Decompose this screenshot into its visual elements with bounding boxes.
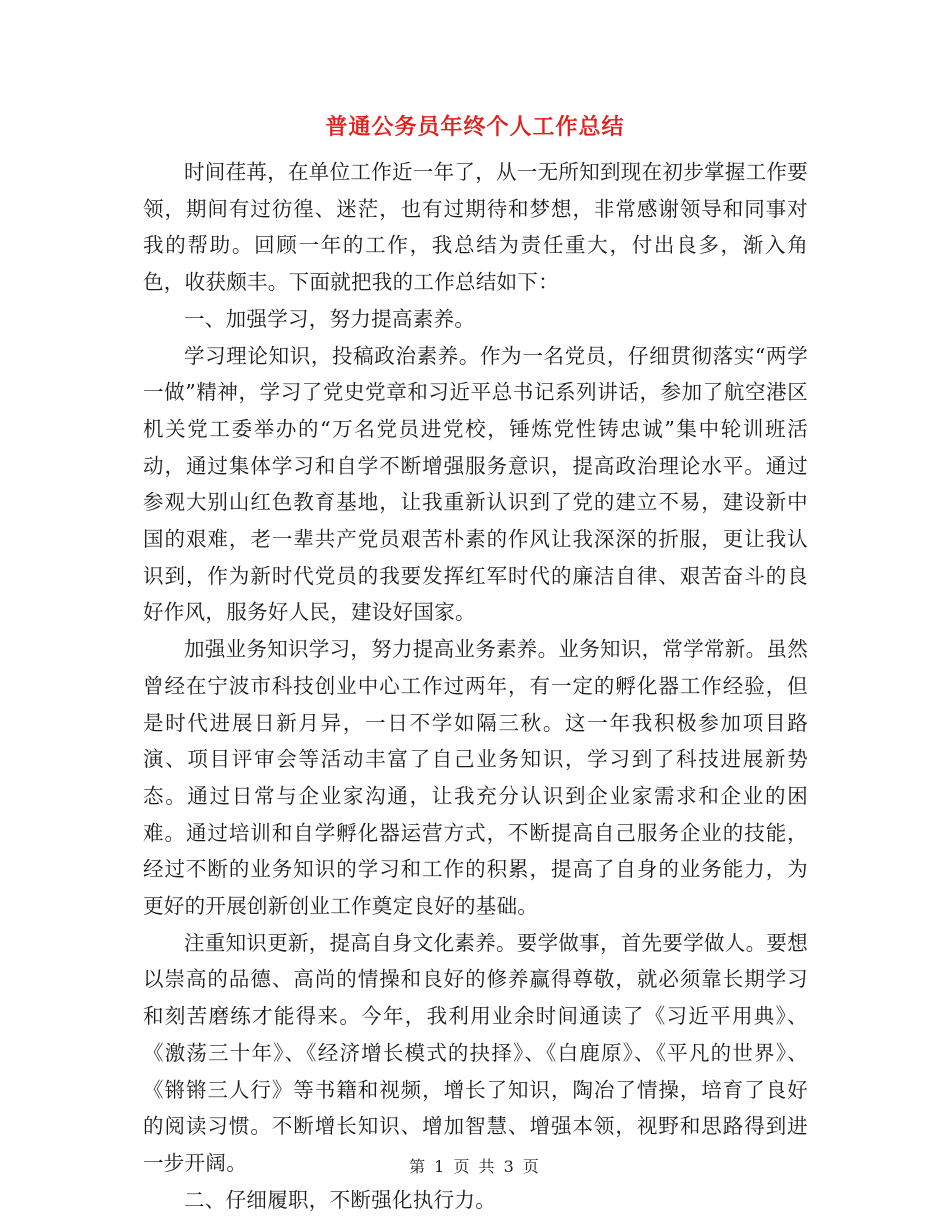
document-title: 普通公务员年终个人工作总结 bbox=[325, 115, 625, 140]
document-body bbox=[143, 154, 808, 1218]
page-footer: 第 1 页 共 3 页 bbox=[409, 1157, 541, 1176]
paragraph-intro: 时间荏苒，在单位工作近一年了，从一无所知到现在初步掌握工作要领，期间有过彷徨、迷茫，也有过期待和梦想，非常感谢领导和同事对我的帮助。回顾一年的工作，我总结为责任重大，付出良多，渐入角色，收获颇丰。下面就把我的工作总结如下： bbox=[143, 160, 808, 295]
paragraph-knowledge-update: 注重知识更新，提高自身文化素养。要学做事，首先要学做人。要想以崇高的品德、高尚的情操和良好的修养赢得尊敬，就必须靠长期学习和刻苦磨练才能得来。今年，我利用业余时间通读了《习近平用典》、《激荡三十年》、《经济增长模式的抉择》、《白鹿原》、《平凡的世界》、《锵锵三人行》等书籍和视频，增长了知识，陶冶了情操，培育了良好的阅读习惯。不断增长知识、增加智慧、增强本领，视野和思路得到进一步开阔。 bbox=[143, 930, 808, 1175]
paragraph-theory-study: 学习理论知识，投稿政治素养。作为一名党员，仔细贯彻落实“两学一做”精神，学习了党史党章和习近平总书记系列讲话，参加了航空港区机关党工委举办的“万名党员进党校，锤炼党性铸忠诚”集中轮训班活动，通过集体学习和自学不断增强服务意识，提高政治理论水平。通过参观大别山红色教育基地，让我重新认识到了党的建立不易，建设新中国的艰难，老一辈共产党员艰苦朴素的作风让我深深的折服，更让我认识到，作为新时代党员的我要发挥红军时代的廉洁自律、艰苦奋斗的良好作风，服务好人民，建设好国家。 bbox=[143, 343, 808, 625]
section-heading-1: 一、加强学习，努力提高素养。 bbox=[184, 306, 476, 331]
paragraph-business-study: 加强业务知识学习，努力提高业务素养。业务知识，常学常新。虽然曾经在宁波市科技创业中心工作过两年，有一定的孵化器工作经验，但是时代进展日新月异，一日不学如隔三秋。这一年我积极参加项目路演、项目评审会等活动丰富了自己业务知识，学习到了科技进展新势态。通过日常与企业家沟通，让我充分认识到企业家需求和企业的困难。通过培训和自学孵化器运营方式，不断提高自己服务企业的技能，经过不断的业务知识的学习和工作的积累，提高了自身的业务能力，为更好的开展创新创业工作奠定良好的基础。 bbox=[143, 637, 808, 919]
section-heading-2: 二、仔细履职，不断强化执行力。 bbox=[184, 1187, 496, 1212]
